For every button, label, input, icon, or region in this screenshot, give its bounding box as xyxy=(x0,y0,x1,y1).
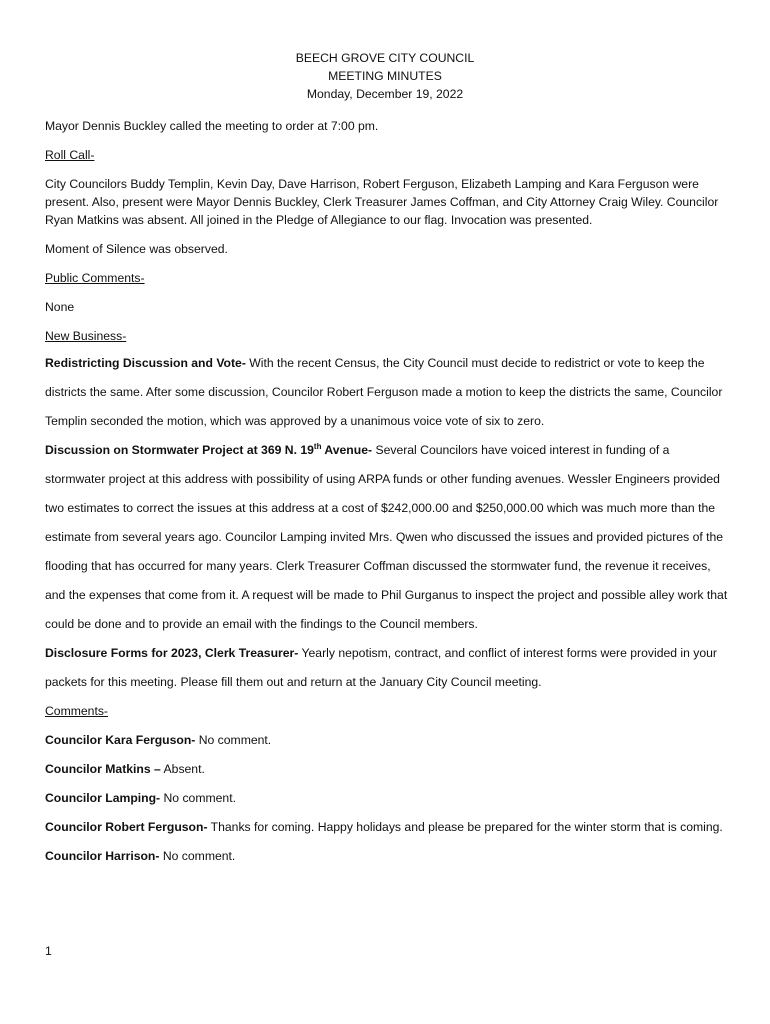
page-number: 1 xyxy=(45,944,52,958)
roll-call-text: City Councilors Buddy Templin, Kevin Day, Dave Harrison, Robert Ferguson, Elizabeth Lamping and Kara Ferguson were present. Also, present were Mayor Dennis Buckley, Clerk Treasurer James Coffman, and City Attorney Craig Wiley. Councilor Ryan Matkins was absent. All joined in the Pledge of Allegiance to our flag. Invocation was presented. xyxy=(45,177,719,227)
stormwater-item xyxy=(45,436,730,639)
stormwater-text: Several Councilors have voiced interest in funding of a stormwater project at this address with possibility of using ARPA funds or other funding avenues. Wessler Engineers provided two estimates to correct the issues at this address at a cost of $242,000.00 and $250,000.00 which was much more than the estimate from several years ago. Councilor Lamping invited Mrs. Qwen who discussed the issues and provided pictures of the flooding that has occurred for many years. Clerk Treasurer Coffman discussed the stormwater fund, the revenue it receives, and the expenses that come from it. A request will be made to Phil Gurganus to inspect the project and possible alley work that could be done and to provide an email with the findings to the Council members. xyxy=(45,443,728,631)
comment-item xyxy=(45,847,730,865)
comment-text: No comment. xyxy=(198,733,272,747)
redistricting-text: With the recent Census, the City Council must decide to redistrict or vote to keep the districts the same. After some discussion, Councilor Robert Ferguson made a motion to keep the districts the same, Councilor Templin seconded the motion, which was approved by a unanimous voice vote of six to zero. xyxy=(45,356,723,428)
document-title: MEETING MINUTES xyxy=(328,69,442,83)
disclosure-item xyxy=(45,639,730,697)
moment-of-silence: Moment of Silence was observed. xyxy=(45,242,228,256)
comment-name: Councilor Matkins – xyxy=(45,762,161,776)
comment-text: Absent. xyxy=(163,762,205,776)
document-header xyxy=(0,49,770,103)
call-to-order: Mayor Dennis Buckley called the meeting to order at 7:00 pm. xyxy=(45,119,379,133)
document-body xyxy=(45,117,730,865)
comment-item xyxy=(45,755,730,784)
public-comments-heading: Public Comments- xyxy=(45,271,145,285)
redistricting-item xyxy=(45,349,730,436)
stormwater-title: Discussion on Stormwater Project at 369 N. 19th Avenue- xyxy=(45,441,373,457)
comment-item xyxy=(45,726,730,755)
new-business-heading: New Business- xyxy=(45,329,127,343)
disclosure-title: Disclosure Forms for 2023, Clerk Treasurer- xyxy=(45,646,299,660)
comment-name: Councilor Harrison- xyxy=(45,849,160,863)
comments-heading: Comments- xyxy=(45,704,108,718)
comment-name: Councilor Robert Ferguson- xyxy=(45,820,208,834)
public-comments-text: None xyxy=(45,300,75,314)
comment-item xyxy=(45,784,730,813)
roll-call-heading: Roll Call- xyxy=(45,148,95,162)
comment-text: No comment. xyxy=(163,791,236,805)
comment-text: No comment. xyxy=(162,849,236,863)
comment-name: Councilor Kara Ferguson- xyxy=(45,733,196,747)
meeting-date: Monday, December 19, 2022 xyxy=(306,87,464,101)
comment-text: Thanks for coming. Happy holidays and please be prepared for the winter storm that is coming. xyxy=(210,820,723,834)
comment-item xyxy=(45,818,730,836)
redistricting-title: Redistricting Discussion and Vote- xyxy=(45,356,246,370)
disclosure-text: Yearly nepotism, contract, and conflict of interest forms were provided in your packets for this meeting. Please fill them out and return at the January City Council meeting. xyxy=(45,646,717,689)
comment-name: Councilor Lamping- xyxy=(45,791,161,805)
council-name: BEECH GROVE CITY COUNCIL xyxy=(295,51,475,65)
